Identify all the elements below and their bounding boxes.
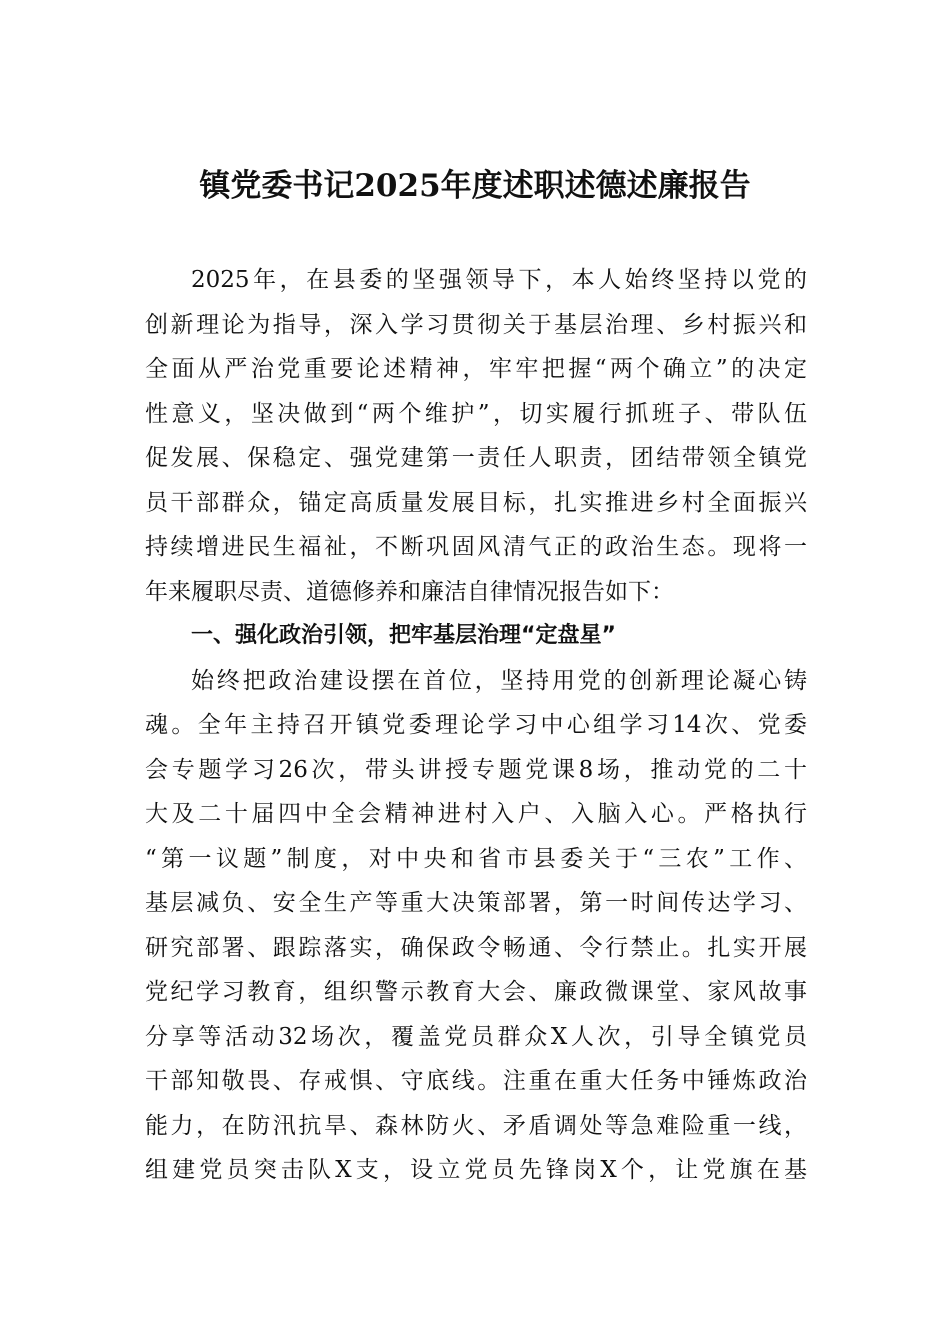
paragraph-line: 员干部群众，锚定高质量发展目标，扎实推进乡村全面振兴 xyxy=(145,489,807,516)
document-body xyxy=(145,258,807,1193)
paragraph-line: 年来履职尽责、道德修养和廉洁自律情况报告如下： xyxy=(145,578,674,605)
paragraph-line: 干部知敬畏、存戒惧、守底线。注重在重大任务中锤炼政治 xyxy=(145,1068,807,1094)
document-title: 镇党委书记2025年度述职述德述廉报告 xyxy=(199,168,751,204)
paragraph-line: 基层减负、安全生产等重大决策部署，第一时间传达学习、 xyxy=(145,890,807,916)
paragraph-line: 分享等活动32场次，覆盖党员群众X人次，引导全镇党员 xyxy=(145,1023,807,1050)
paragraph-line: 创新理论为指导，深入学习贯彻关于基层治理、乡村振兴和 xyxy=(145,311,807,338)
paragraph-line: 2025年，在县委的坚强领导下，本人始终坚持以党的 xyxy=(191,267,807,293)
paragraph-line: 始终把政治建设摆在首位，坚持用党的创新理论凝心铸 xyxy=(191,667,807,694)
paragraph-line: 能力，在防汛抗旱、森林防火、矛盾调处等急难险重一线， xyxy=(145,1112,807,1139)
paragraph-line: 研究部署、跟踪落实，确保政令畅通、令行禁止。扎实开展 xyxy=(145,934,807,961)
paragraph-line: 大及二十届四中全会精神进村入户、入脑入心。严格执行 xyxy=(145,801,807,827)
paragraph-line: 党纪学习教育，组织警示教育大会、廉政微课堂、家风故事 xyxy=(145,979,807,1005)
section-heading: 一、强化政治引领，把牢基层治理“定盘星” xyxy=(191,623,616,648)
paragraph-line: 会专题学习26次，带头讲授专题党课8场，推动党的二十 xyxy=(145,756,807,783)
paragraph-line: 组建党员突击队X支，设立党员先锋岗X个，让党旗在基 xyxy=(145,1157,807,1183)
section-1-paragraph xyxy=(145,659,807,1193)
paragraph-line: 性意义，坚决做到“两个维护”，切实履行抓班子、带队伍 xyxy=(145,400,807,427)
paragraph-line: 全面从严治党重要论述精神，牢牢把握“两个确立”的决定 xyxy=(145,356,807,382)
paragraph-line: “第一议题”制度，对中央和省市县委关于“三农”工作、 xyxy=(145,845,807,872)
paragraph-line: 魂。全年主持召开镇党委理论学习中心组学习14次、党委 xyxy=(145,712,807,738)
paragraph-line: 持续增进民生福祉，不断巩固风清气正的政治生态。现将一 xyxy=(145,534,807,560)
intro-paragraph xyxy=(145,258,807,614)
paragraph-line: 促发展、保稳定、强党建第一责任人职责，团结带领全镇党 xyxy=(145,445,807,471)
